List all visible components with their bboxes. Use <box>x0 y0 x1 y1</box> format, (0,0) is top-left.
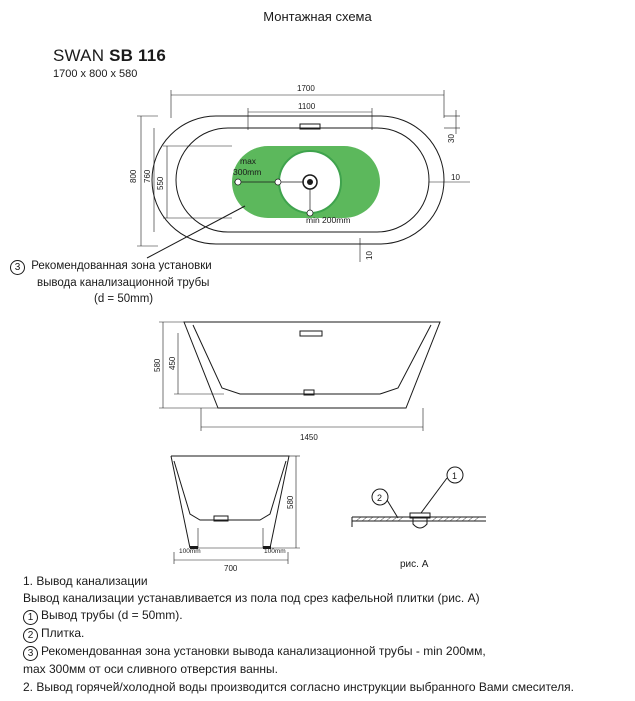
detail-caption: рис. А <box>400 559 429 570</box>
max-marker <box>235 179 241 185</box>
dim-1100: 1100 <box>298 102 316 111</box>
note-item-2 <box>23 625 633 643</box>
dim-10-side: 10 <box>451 173 460 182</box>
note-item-2-text: Плитка. <box>41 626 85 641</box>
zone-callout <box>10 258 240 307</box>
note-item-2-number: 2 <box>23 628 38 643</box>
dim-end-580: 580 <box>286 495 295 509</box>
detail-leader-1 <box>421 478 447 513</box>
dim-1700: 1700 <box>297 84 315 93</box>
product-model: SB 116 <box>109 46 167 65</box>
note-item-1-text: Вывод трубы (d = 50mm). <box>41 608 183 623</box>
max-value: 300mm <box>233 167 262 177</box>
dim-side-580: 580 <box>153 358 162 372</box>
side-overflow <box>300 331 322 336</box>
note-item-3 <box>23 643 633 661</box>
note-item-1-number: 1 <box>23 610 38 625</box>
min-label: min 200mm <box>306 215 351 225</box>
dim-700: 700 <box>224 564 238 573</box>
note-item-3-text: Рекомендованная зона установки вывода канализационной трубы - min 200мм, <box>41 644 486 659</box>
zone-callout-text1: Рекомендованная зона установки <box>31 260 212 272</box>
dim-550: 550 <box>156 176 165 190</box>
drain-center <box>307 179 313 185</box>
product-size: 1700 x 800 x 580 <box>53 68 138 80</box>
zone-callout-line1 <box>10 258 240 275</box>
tub-side-inner <box>193 325 431 394</box>
dim-30: 30 <box>447 134 456 143</box>
max-label: max <box>240 156 257 166</box>
note-line-1: 1. Вывод канализации <box>23 574 148 588</box>
zone-callout-line3: (d = 50mm) <box>94 293 154 305</box>
zone-callout-line2: вывода канализационной трубы <box>37 277 210 289</box>
dim-800: 800 <box>129 169 138 183</box>
dim-side-450: 450 <box>168 356 177 370</box>
end-offset-right: 100mm <box>264 548 286 555</box>
zone-callout-number: 3 <box>10 260 25 275</box>
detail-callout-2: 2 <box>377 493 383 503</box>
note-item-3-number: 3 <box>23 646 38 661</box>
detail-leader-2 <box>387 500 398 518</box>
tub-end-inner <box>174 461 286 520</box>
pipe-outlet <box>413 518 427 528</box>
dim-760: 760 <box>143 169 152 183</box>
note-line-last: 2. Вывод горячей/холодной воды производится согласно инструкции выбранного Вами смесителя. <box>23 679 574 694</box>
tub-end-left <box>171 456 190 548</box>
note-line-2: Вывод канализации устанавливается из пола под срез кафельной плитки (рис. А) <box>23 591 480 606</box>
product-series: SWAN <box>53 46 105 65</box>
dim-1450: 1450 <box>300 433 318 442</box>
mid-marker <box>275 179 281 185</box>
tub-end-right <box>171 456 289 548</box>
page-title: Монтажная схема <box>263 9 372 24</box>
note-item-1 <box>23 607 633 625</box>
dim-10-bottom: 10 <box>365 251 374 260</box>
installation-notes <box>23 573 633 696</box>
end-offset-left: 100mm <box>179 548 201 555</box>
note-line-max: max 300мм от оси сливного отверстия ванны. <box>23 662 278 677</box>
detail-callout-1: 1 <box>452 471 458 481</box>
